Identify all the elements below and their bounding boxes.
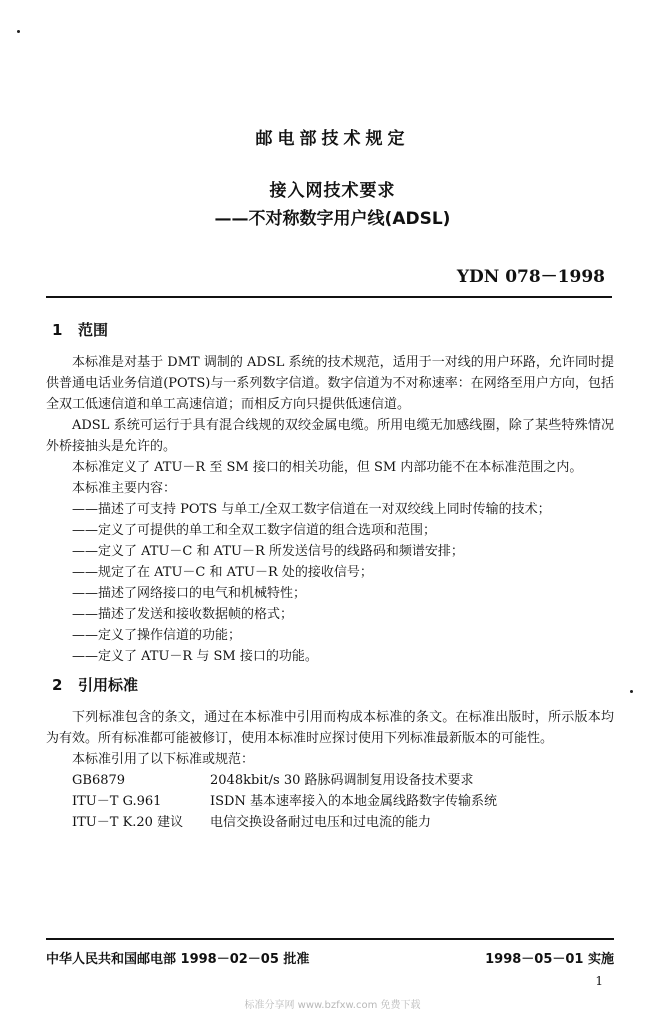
reference-row bbox=[46, 812, 614, 833]
paragraph: 本标准主要内容： bbox=[72, 481, 177, 496]
watermark-text: 标准分享网 www.bzfxw.com 免费下载 bbox=[244, 1000, 421, 1011]
reference-title: ISDN 基本速率接入的本地金属线路数字传输系统 bbox=[210, 794, 497, 809]
reference-code: ITU－T K.20 建议 bbox=[72, 815, 184, 830]
list-item: ——定义了 ATU－C 和 ATU－R 所发送信号的线路码和频谱安排； bbox=[72, 544, 464, 559]
approval-footer bbox=[46, 938, 614, 980]
section-title: 范围 bbox=[78, 321, 109, 339]
approval-issuer: 中华人民共和国邮电部 1998－02－05 批准 bbox=[46, 952, 310, 967]
paragraph: 本标准是对基于 DMT 调制的 ADSL 系统的技术规范，适用于一对线的用户环路，允许同时提供普通电话业务信道(POTS)与一系列数字信道。数字信道为不对称速率：在网络至用户方向，包括全双工低速信道和单工高速信道；而相反方向只提供低速信道。 bbox=[46, 355, 614, 412]
section-heading bbox=[52, 673, 614, 697]
section-number: 2 bbox=[52, 676, 63, 694]
list-item: ——定义了操作信道的功能； bbox=[72, 628, 242, 643]
paragraph: 本标准定义了 ATU－R 至 SM 接口的相关功能，但 SM 内部功能不在本标准范围之内。 bbox=[72, 460, 583, 475]
paragraph: ADSL 系统可运行于具有混合线规的双绞金属电缆。所用电缆无加感线圈，除了某些特殊情况外桥接抽头是允许的。 bbox=[46, 418, 614, 454]
list-item: ——定义了 ATU－R 与 SM 接口的功能。 bbox=[72, 649, 318, 664]
scan-speck bbox=[17, 30, 20, 33]
document-body bbox=[46, 312, 614, 833]
list-item: ——规定了在 ATU－C 和 ATU－R 处的接收信号； bbox=[72, 565, 373, 580]
effective-date: 1998－05－01 实施 bbox=[485, 952, 614, 967]
reference-row bbox=[46, 791, 614, 812]
list-item: ——描述了发送和接收数据帧的格式； bbox=[72, 607, 294, 622]
reference-code: ITU－T G.961 bbox=[72, 794, 162, 809]
reference-code: GB6879 bbox=[72, 773, 126, 788]
document-title: 接入网技术要求 bbox=[269, 181, 396, 201]
reference-list bbox=[46, 770, 614, 833]
list-item: ——描述了可支持 POTS 与单工/全双工数字信道在一对双绞线上同时传输的技术； bbox=[72, 502, 551, 517]
reference-title: 电信交换设备耐过电压和过电流的能力 bbox=[210, 815, 432, 830]
paragraph: 下列标准包含的条文，通过在本标准中引用而构成本标准的条文。在标准出版时，所示版本均为有效。所有标准都可能被修订，使用本标准时应探讨使用下列标准最新版本的可能性。 bbox=[46, 710, 614, 746]
page-number: 1 bbox=[595, 974, 603, 988]
document-subtitle: ——不对称数字用户线(ADSL) bbox=[214, 209, 451, 229]
document-code: YDN 078－1998 bbox=[456, 267, 605, 287]
ministry-header: 邮电部技术规定 bbox=[255, 129, 410, 149]
scan-speck bbox=[630, 690, 633, 693]
paragraph: 本标准引用了以下标准或规范： bbox=[72, 752, 255, 767]
reference-row bbox=[46, 770, 614, 791]
header-rule bbox=[46, 296, 612, 298]
list-item: ——描述了网络接口的电气和机械特性； bbox=[72, 586, 307, 601]
section-number: 1 bbox=[52, 321, 63, 339]
reference-title: 2048kbit/s 30 路脉码调制复用设备技术要求 bbox=[210, 773, 474, 788]
section-title: 引用标准 bbox=[78, 676, 139, 694]
list-item: ——定义了可提供的单工和全双工数字信道的组合选项和范围； bbox=[72, 523, 437, 538]
section-heading bbox=[52, 318, 614, 342]
